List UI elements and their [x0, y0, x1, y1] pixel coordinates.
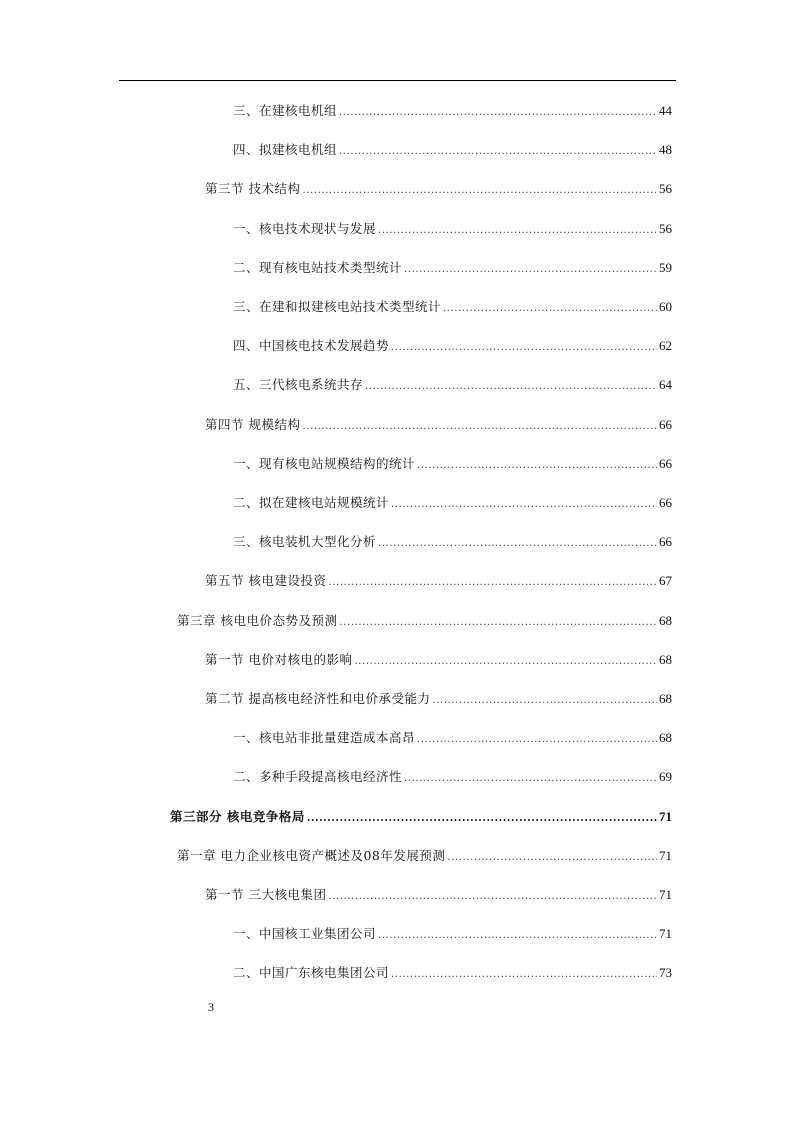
toc-entry[interactable] — [233, 258, 672, 278]
toc-entry[interactable] — [233, 101, 672, 121]
toc-leader-dots — [432, 691, 657, 711]
toc-leader-dots — [307, 809, 657, 829]
toc-entry-page: 71 — [659, 847, 672, 863]
toc-entry-page: 68 — [659, 612, 672, 628]
toc-leader-dots — [378, 926, 657, 946]
toc-entry-label: 第五节 核电建设投资 — [205, 573, 327, 589]
toc-entry-page: 44 — [659, 103, 672, 118]
toc-entry-page: 48 — [659, 142, 672, 158]
toc-entry[interactable] — [233, 493, 672, 513]
toc-entry-page: 69 — [659, 769, 672, 785]
toc-entry-label: 第一章 电力企业核电资产概述及08年发展预测 — [177, 847, 446, 863]
toc-entry-label: 四、拟建核电机组 — [233, 142, 338, 158]
toc-entry-label: 三、在建和拟建核电站技术类型统计 — [233, 299, 442, 314]
toc-entry-page: 68 — [659, 651, 672, 667]
toc-entry-label: 第一节 电价对核电的影响 — [205, 651, 353, 667]
toc-leader-dots — [404, 769, 657, 789]
toc-leader-dots — [443, 299, 657, 319]
toc-leader-dots — [391, 965, 657, 985]
toc-leader-dots — [391, 338, 657, 358]
toc-leader-dots — [365, 377, 657, 397]
toc-entry-label: 三、核电装机大型化分析 — [233, 534, 377, 550]
toc-entry-page: 66 — [659, 495, 672, 510]
toc-entry-label: 第三部分 核电竞争格局 — [170, 808, 305, 824]
toc-entry-page: 66 — [659, 416, 672, 432]
toc-entry-page: 66 — [659, 455, 672, 471]
toc-entry[interactable] — [177, 611, 672, 631]
toc-leader-dots — [417, 730, 657, 750]
toc-entry-page: 56 — [659, 181, 672, 197]
toc-entry[interactable] — [233, 140, 672, 160]
toc-entry-page: 68 — [659, 691, 672, 706]
toc-entry-page: 64 — [659, 377, 672, 393]
toc-leader-dots — [354, 652, 657, 672]
toc-entry-label: 二、现有核电站技术类型统计 — [233, 259, 403, 275]
toc-entry[interactable] — [233, 297, 672, 317]
toc-leader-dots — [302, 417, 657, 437]
toc-leader-dots — [378, 221, 657, 241]
toc-entry[interactable] — [205, 689, 672, 709]
toc-entry[interactable] — [233, 336, 672, 356]
toc-entry[interactable] — [205, 885, 672, 905]
page-number: 3 — [208, 1000, 214, 1014]
toc-entry-label: 一、核电技术现状与发展 — [233, 220, 377, 236]
toc-leader-dots — [339, 142, 657, 162]
toc-entry-page: 62 — [659, 338, 672, 354]
toc-leader-dots — [328, 887, 657, 907]
toc-entry-page: 67 — [659, 573, 672, 589]
toc-entry-page: 68 — [659, 730, 672, 746]
toc-entry-label: 第三章 核电电价态势及预测 — [177, 612, 338, 628]
toc-entry-label: 五、三代核电系统共存 — [233, 377, 364, 393]
header-rule — [119, 80, 676, 81]
toc-entry[interactable] — [205, 571, 672, 591]
toc-entry-page: 66 — [659, 534, 672, 550]
toc-leader-dots — [339, 613, 657, 633]
toc-entry-label: 二、多种手段提高核电经济性 — [233, 769, 403, 785]
toc-entry[interactable] — [177, 846, 672, 866]
toc-entry[interactable] — [233, 219, 672, 239]
toc-leader-dots — [391, 495, 657, 515]
toc-leader-dots — [328, 573, 657, 593]
toc-entry-page: 59 — [659, 259, 672, 275]
toc-entry-label: 第二节 提高核电经济性和电价承受能力 — [205, 691, 431, 706]
toc-entry[interactable] — [233, 532, 672, 552]
toc-entry-label: 一、核电站非批量建造成本高昂 — [233, 730, 416, 746]
toc-entry-page: 71 — [659, 926, 672, 942]
toc-leader-dots — [378, 534, 657, 554]
toc-leader-dots — [404, 260, 657, 280]
toc-entry[interactable] — [205, 650, 672, 670]
toc-entry[interactable] — [205, 179, 672, 199]
toc-entry-label: 一、现有核电站规模结构的统计 — [233, 455, 416, 471]
toc-leader-dots — [339, 103, 657, 123]
toc-leader-dots — [447, 848, 657, 868]
toc-entry[interactable] — [170, 807, 672, 827]
toc-entry-label: 四、中国核电技术发展趋势 — [233, 338, 390, 354]
toc-entry[interactable] — [205, 415, 672, 435]
toc-entry-page: 71 — [659, 887, 672, 902]
toc-entry[interactable] — [233, 375, 672, 395]
toc-entry-page: 73 — [659, 965, 672, 981]
toc-entry-page: 60 — [659, 299, 672, 314]
toc-entry-label: 一、中国核工业集团公司 — [233, 926, 377, 942]
toc-entry-label: 第一节 三大核电集团 — [205, 887, 327, 902]
toc-entry[interactable] — [233, 767, 672, 787]
toc-entry-page: 56 — [659, 220, 672, 236]
toc-entry-label: 二、中国广东核电集团公司 — [233, 965, 390, 981]
toc-entry-label: 第三节 技术结构 — [205, 181, 301, 197]
toc-entry[interactable] — [233, 454, 672, 474]
toc-leader-dots — [417, 456, 657, 476]
toc-entry-label: 二、拟在建核电站规模统计 — [233, 495, 390, 510]
toc-entry-page: 71 — [659, 808, 672, 824]
toc-entry-label: 三、在建核电机组 — [233, 103, 338, 118]
toc-entry[interactable] — [233, 963, 672, 983]
toc-entry[interactable] — [233, 728, 672, 748]
toc-entry-label: 第四节 规模结构 — [205, 416, 301, 432]
toc-entry[interactable] — [233, 924, 672, 944]
toc-leader-dots — [302, 181, 657, 201]
